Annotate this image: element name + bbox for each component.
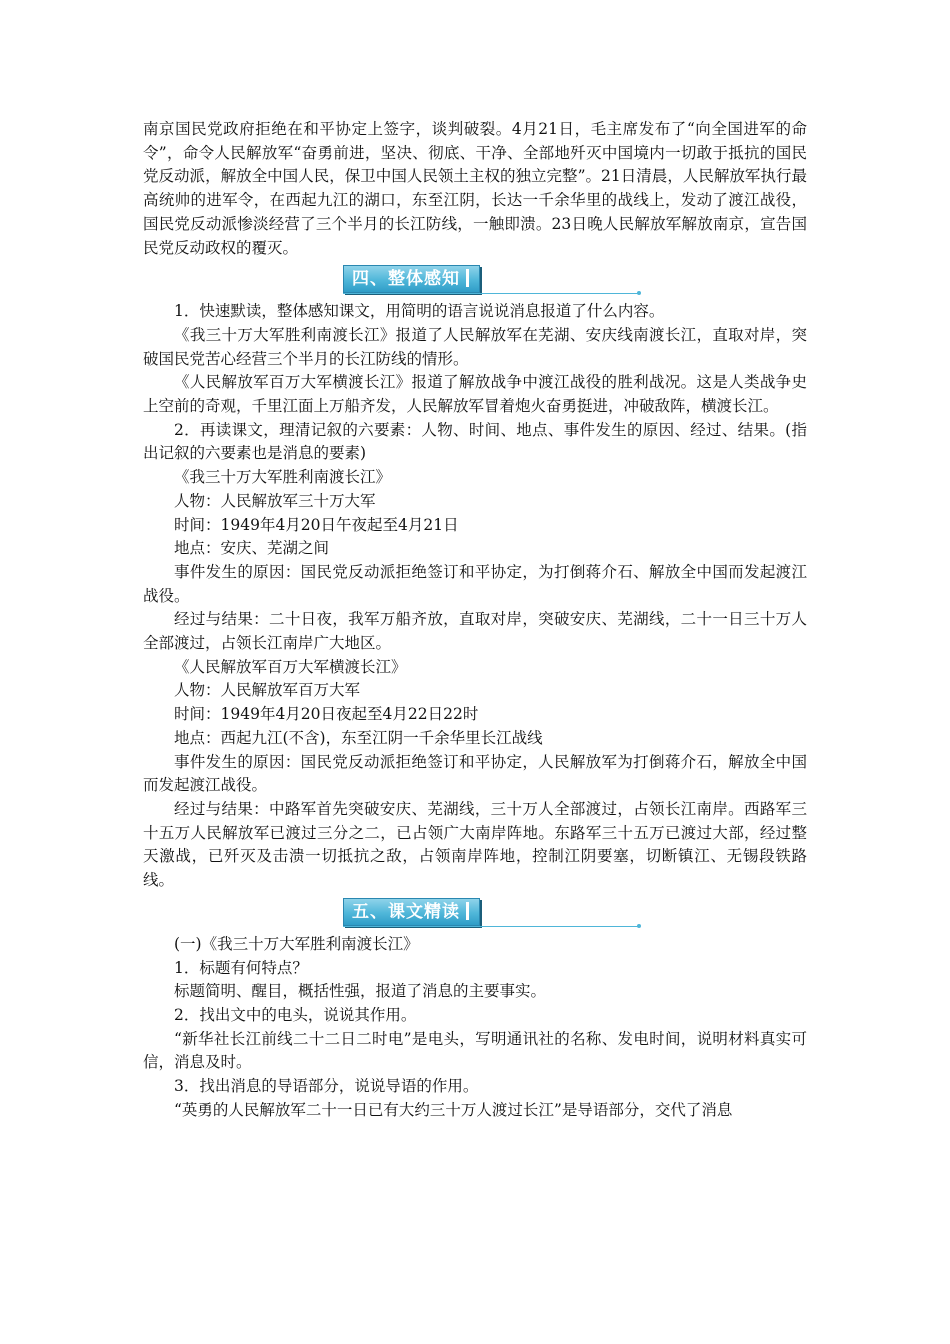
section4-paragraph: 地点：西起九江(不含)，东至江阴一千余华里长江战线: [174, 728, 543, 747]
section4-paragraph: 经过与结果：二十日夜，我军万船齐放，直取对岸，突破安庆、芜湖线，二十一日三十万人全部渡过，占领长江南岸广大地区。: [143, 610, 807, 653]
section4-paragraph: 事件发生的原因：国民党反动派拒绝签订和平协定，为打倒蒋介石、解放全中国而发起渡江战役。: [143, 562, 807, 605]
section5-paragraph: “新华社长江前线二十二日二时电”是电头，写明通讯社的名称、发电时间，说明材料真实可信，消息及时。: [143, 1029, 807, 1072]
section4-paragraph: 2．再读课文，理清记叙的六要素：人物、时间、地点、事件发生的原因、经过、结果。(指出记叙的六要素也是消息的要素): [143, 420, 807, 463]
section5-paragraph: (一)《我三十万大军胜利南渡长江》: [174, 934, 419, 953]
section5-paragraph: 标题简明、醒目，概括性强，报道了消息的主要事实。: [174, 982, 547, 1001]
section4-paragraph: 1．快速默读，整体感知课文，用简明的语言说说消息报道了什么内容。: [174, 302, 665, 321]
heading-bar-icon: [466, 269, 469, 287]
section-heading-5-box: [343, 898, 480, 926]
section4-paragraph: 地点：安庆、芜湖之间: [174, 539, 330, 558]
section4-paragraph: 人物：人民解放军百万大军: [174, 681, 361, 700]
section4-paragraph: 《人民解放军百万大军横渡长江》: [174, 657, 407, 676]
section5-paragraph: 1．标题有何特点？: [174, 958, 308, 977]
section4-paragraph: 《人民解放军百万大军横渡长江》报道了解放战争中渡江战役的胜利战况。这是人类战争史上空前的奇观，千里江面上万船齐发，人民解放军冒着炮火奋勇挺进，冲破敌阵，横渡长江。: [143, 373, 807, 416]
section-heading-5-label: 五、课文精读: [352, 901, 460, 922]
heading-bar-icon: [466, 902, 469, 920]
intro-paragraph: 南京国民党政府拒绝在和平协定上签字，谈判破裂。4月21日，毛主席发布了“向全国进军的命令”，命令人民解放军“奋勇前进，坚决、彻底、干净、全部地歼灭中国境内一切敢于抵抗的国民党反动派，解放全中国人民，保卫中国人民领土主权的独立完整”。21日清晨，人民解放军执行最高统帅的进军令，在西起九江的湖口，东至江阴，长达一千余华里的战线上，发动了渡江战役，国民党反动派惨淡经营了三个半月的长江防线，一触即溃。23日晚人民解放军解放南京，宣告国民党反动政权的覆灭。: [143, 120, 807, 257]
section4-paragraph: 时间：1949年4月20日夜起至4月22日22时: [174, 705, 479, 724]
section-heading-4-box: [343, 265, 480, 293]
heading-underline: [343, 926, 639, 927]
heading-underline-dot: [637, 924, 641, 928]
section4-paragraph: 经过与结果：中路军首先突破安庆、芜湖线，三十万人全部渡过，占领长江南岸。西路军三十五万人民解放军已渡过三分之二，已占领广大南岸阵地。东路军三十五万已渡过大部，经过整天激战，已歼灭及击溃一切抵抗之敌，占领南岸阵地，控制江阴要塞，切断镇江、无锡段铁路线。: [143, 799, 807, 890]
section4-paragraph: 时间：1949年4月20日午夜起至4月21日: [174, 515, 459, 534]
section4-paragraph: 《我三十万大军胜利南渡长江》: [174, 468, 392, 487]
section-heading-5: [143, 896, 807, 930]
heading-underline: [343, 293, 639, 294]
document-page: [143, 118, 807, 1122]
section5-paragraph: “英勇的人民解放军二十一日已有大约三十万人渡过长江”是导语部分，交代了消息: [174, 1100, 733, 1119]
section5-paragraph: 3．找出消息的导语部分，说说导语的作用。: [174, 1077, 479, 1096]
section5-paragraph: 2．找出文中的电头，说说其作用。: [174, 1005, 417, 1024]
section4-paragraph: 人物：人民解放军三十万大军: [174, 491, 376, 510]
section4-paragraph: 《我三十万大军胜利南渡长江》报道了人民解放军在芜湖、安庆线南渡长江，直取对岸，突破国民党苦心经营三个半月的长江防线的情形。: [143, 325, 807, 368]
heading-underline-dot: [637, 291, 641, 295]
section4-paragraph: 事件发生的原因：国民党反动派拒绝签订和平协定，人民解放军为打倒蒋介石，解放全中国而发起渡江战役。: [143, 752, 807, 795]
section-heading-4-label: 四、整体感知: [352, 269, 460, 290]
section-heading-4: [143, 263, 807, 297]
